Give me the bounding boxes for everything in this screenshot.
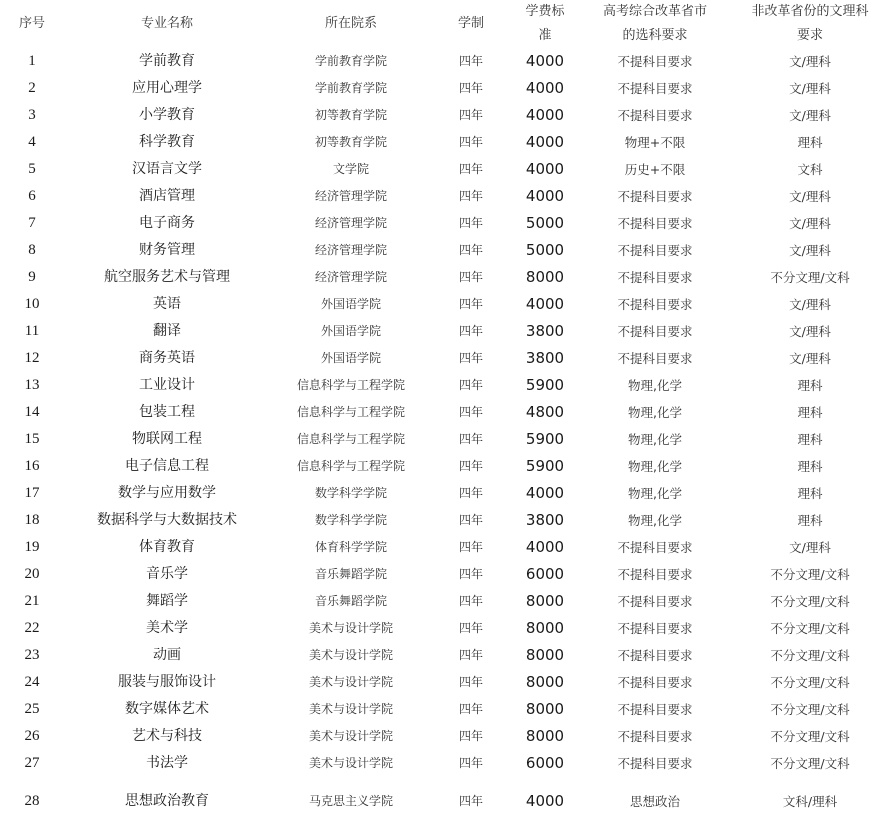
major-name: 科学教育 (139, 134, 195, 150)
tuition-fee: 4000 (525, 484, 565, 502)
major-name: 体育教育 (139, 539, 195, 555)
reform-requirement: 不提科目要求 (617, 108, 693, 123)
duration: 四年 (458, 54, 483, 68)
row-number: 5 (28, 161, 36, 177)
header-nonreform-line2: 要求 (796, 28, 823, 43)
nonreform-requirement: 不分文理/文科 (770, 621, 850, 636)
row-number: 7 (28, 215, 36, 231)
nonreform-requirement: 文/理科 (789, 54, 831, 69)
college-name: 美术与设计学院 (308, 729, 393, 743)
row-number: 13 (24, 377, 40, 393)
reform-requirement: 不提科目要求 (617, 567, 693, 582)
duration: 四年 (458, 378, 483, 392)
row-number: 4 (28, 134, 36, 150)
tuition-fee: 4800 (525, 403, 565, 421)
reform-requirement: 思想政治 (629, 794, 680, 809)
reform-requirement: 不提科目要求 (617, 621, 693, 636)
row-number: 16 (24, 458, 40, 474)
duration: 四年 (458, 486, 483, 500)
reform-requirement: 历史+不限 (624, 162, 686, 177)
nonreform-requirement: 不分文理/文科 (770, 594, 850, 609)
row-number: 26 (24, 728, 40, 744)
reform-requirement: 物理,化学 (628, 432, 682, 447)
college-name: 音乐舞蹈学院 (314, 594, 387, 608)
reform-requirement: 不提科目要求 (617, 216, 693, 231)
row-number: 18 (24, 512, 40, 528)
major-name: 电子商务 (139, 215, 195, 231)
major-name: 工业设计 (139, 377, 195, 393)
college-name: 信息科学与工程学院 (296, 378, 405, 392)
tuition-fee: 8000 (525, 700, 565, 718)
nonreform-requirement: 不分文理/文科 (770, 675, 850, 690)
duration: 四年 (458, 513, 483, 527)
tuition-fee: 4000 (525, 295, 565, 313)
reform-requirement: 物理+不限 (624, 135, 686, 150)
duration: 四年 (458, 297, 483, 311)
nonreform-requirement: 文科 (797, 162, 823, 177)
college-name: 经济管理学院 (314, 243, 387, 257)
major-name: 学前教育 (139, 53, 195, 69)
reform-requirement: 不提科目要求 (617, 756, 693, 771)
reform-requirement: 不提科目要求 (617, 243, 693, 258)
tuition-fee: 4000 (525, 538, 565, 556)
major-name: 思想政治教育 (125, 793, 209, 809)
tuition-fee: 6000 (525, 565, 565, 583)
tuition-fee: 3800 (525, 349, 565, 367)
nonreform-requirement: 理科 (797, 513, 823, 528)
nonreform-requirement: 文/理科 (789, 297, 831, 312)
row-number: 28 (24, 793, 40, 809)
duration: 四年 (458, 756, 483, 770)
college-name: 外国语学院 (320, 297, 381, 311)
duration: 四年 (458, 675, 483, 689)
college-name: 学前教育学院 (314, 81, 387, 95)
reform-requirement: 不提科目要求 (617, 594, 693, 609)
college-name: 数学科学学院 (314, 513, 387, 527)
major-name: 数字媒体艺术 (125, 701, 209, 717)
tuition-fee: 8000 (525, 727, 565, 745)
header-fee-line1: 学费标 (525, 4, 565, 19)
header-fee-line2: 准 (538, 28, 552, 43)
tuition-fee: 5000 (525, 241, 565, 259)
reform-requirement: 不提科目要求 (617, 729, 693, 744)
college-name: 马克思主义学院 (308, 794, 393, 808)
duration: 四年 (458, 189, 483, 203)
header-major: 专业名称 (140, 16, 193, 31)
reform-requirement: 不提科目要求 (617, 351, 693, 366)
major-name: 数学与应用数学 (118, 485, 216, 501)
college-name: 经济管理学院 (314, 189, 387, 203)
tuition-fee: 8000 (525, 592, 565, 610)
nonreform-requirement: 文/理科 (789, 243, 831, 258)
row-number: 2 (28, 80, 36, 96)
college-name: 美术与设计学院 (308, 621, 393, 635)
duration: 四年 (458, 81, 483, 95)
college-name: 美术与设计学院 (308, 756, 393, 770)
major-name: 包装工程 (139, 404, 195, 420)
row-number: 27 (24, 755, 40, 771)
header-reform-line2: 的选科要求 (622, 28, 688, 43)
reform-requirement: 不提科目要求 (617, 324, 693, 339)
duration: 四年 (458, 648, 483, 662)
nonreform-requirement: 理科 (797, 405, 823, 420)
duration: 四年 (458, 432, 483, 446)
college-name: 初等教育学院 (314, 135, 387, 149)
tuition-fee: 3800 (525, 322, 565, 340)
header-no: 序号 (18, 16, 45, 31)
row-number: 9 (28, 269, 36, 285)
reform-requirement: 不提科目要求 (617, 702, 693, 717)
college-name: 学前教育学院 (314, 54, 387, 68)
major-name: 小学教育 (139, 107, 195, 123)
nonreform-requirement: 文/理科 (789, 351, 831, 366)
duration: 四年 (458, 270, 483, 284)
duration: 四年 (458, 459, 483, 473)
nonreform-requirement: 不分文理/文科 (770, 648, 850, 663)
tuition-fee: 8000 (525, 268, 565, 286)
tuition-fee: 4000 (525, 106, 565, 124)
major-name: 音乐学 (146, 566, 188, 582)
duration: 四年 (458, 567, 483, 581)
major-name: 舞蹈学 (146, 593, 188, 609)
row-number: 23 (24, 647, 40, 663)
tuition-fee: 5900 (525, 457, 565, 475)
tuition-fee: 5900 (525, 376, 565, 394)
row-number: 11 (24, 323, 40, 339)
nonreform-requirement: 文/理科 (789, 189, 831, 204)
reform-requirement: 不提科目要求 (617, 297, 693, 312)
reform-requirement: 物理,化学 (628, 486, 682, 501)
tuition-fee: 4000 (525, 133, 565, 151)
nonreform-requirement: 理科 (797, 135, 823, 150)
major-name: 服装与服饰设计 (118, 674, 216, 690)
duration: 四年 (458, 162, 483, 176)
row-number: 21 (24, 593, 40, 609)
tuition-fee: 4000 (525, 792, 565, 810)
row-number: 14 (24, 404, 40, 420)
college-name: 美术与设计学院 (308, 648, 393, 662)
row-number: 24 (24, 674, 40, 690)
duration: 四年 (458, 540, 483, 554)
duration: 四年 (458, 216, 483, 230)
duration: 四年 (458, 702, 483, 716)
major-name: 书法学 (146, 755, 188, 771)
major-name: 数据科学与大数据技术 (97, 512, 237, 528)
college-name: 美术与设计学院 (308, 675, 393, 689)
college-name: 数学科学学院 (314, 486, 387, 500)
tuition-fee: 3800 (525, 511, 565, 529)
row-number: 1 (28, 53, 36, 69)
major-name: 应用心理学 (132, 80, 202, 96)
nonreform-requirement: 不分文理/文科 (770, 756, 850, 771)
nonreform-requirement: 文/理科 (789, 81, 831, 96)
nonreform-requirement: 理科 (797, 486, 823, 501)
major-name: 英语 (153, 296, 181, 312)
duration: 四年 (458, 108, 483, 122)
nonreform-requirement: 文科/理科 (782, 794, 838, 809)
header-college: 所在院系 (324, 16, 377, 31)
tuition-fee: 4000 (525, 187, 565, 205)
row-number: 8 (28, 242, 36, 258)
tuition-fee: 4000 (525, 79, 565, 97)
college-name: 信息科学与工程学院 (296, 405, 405, 419)
major-name: 财务管理 (139, 242, 195, 258)
duration: 四年 (458, 729, 483, 743)
row-number: 17 (24, 485, 40, 501)
reform-requirement: 不提科目要求 (617, 189, 693, 204)
college-name: 外国语学院 (320, 324, 381, 338)
reform-requirement: 不提科目要求 (617, 648, 693, 663)
duration: 四年 (458, 324, 483, 338)
reform-requirement: 不提科目要求 (617, 54, 693, 69)
major-name: 航空服务艺术与管理 (104, 269, 230, 285)
duration: 四年 (458, 621, 483, 635)
major-name: 商务英语 (139, 350, 195, 366)
major-name: 翻译 (153, 323, 181, 339)
tuition-fee: 4000 (525, 160, 565, 178)
college-name: 体育科学学院 (314, 540, 387, 554)
nonreform-requirement: 不分文理/文科 (770, 729, 850, 744)
college-name: 文学院 (332, 162, 369, 176)
nonreform-requirement: 文/理科 (789, 216, 831, 231)
duration: 四年 (458, 351, 483, 365)
row-number: 19 (24, 539, 40, 555)
tuition-fee: 4000 (525, 52, 565, 70)
reform-requirement: 不提科目要求 (617, 675, 693, 690)
header-duration: 学制 (457, 16, 484, 31)
major-name: 艺术与科技 (132, 728, 202, 744)
row-number: 20 (24, 566, 40, 582)
row-number: 15 (24, 431, 40, 447)
college-name: 初等教育学院 (314, 108, 387, 122)
tuition-fee: 6000 (525, 754, 565, 772)
nonreform-requirement: 文/理科 (789, 324, 831, 339)
major-name: 物联网工程 (132, 431, 202, 447)
nonreform-requirement: 理科 (797, 432, 823, 447)
major-name: 美术学 (146, 620, 188, 636)
nonreform-requirement: 不分文理/文科 (770, 567, 850, 582)
major-name: 动画 (153, 647, 181, 663)
reform-requirement: 不提科目要求 (617, 540, 693, 555)
nonreform-requirement: 理科 (797, 459, 823, 474)
duration: 四年 (458, 594, 483, 608)
nonreform-requirement: 不分文理/文科 (770, 702, 850, 717)
nonreform-requirement: 文/理科 (789, 108, 831, 123)
college-name: 经济管理学院 (314, 270, 387, 284)
reform-requirement: 物理,化学 (628, 513, 682, 528)
tuition-fee: 5000 (525, 214, 565, 232)
duration: 四年 (458, 794, 483, 808)
row-number: 12 (24, 350, 40, 366)
tuition-fee: 8000 (525, 619, 565, 637)
duration: 四年 (458, 405, 483, 419)
nonreform-requirement: 不分文理/文科 (770, 270, 850, 285)
row-number: 3 (28, 107, 36, 123)
college-name: 信息科学与工程学院 (296, 432, 405, 446)
nonreform-requirement: 文/理科 (789, 540, 831, 555)
college-name: 信息科学与工程学院 (296, 459, 405, 473)
college-name: 外国语学院 (320, 351, 381, 365)
row-number: 10 (24, 296, 40, 312)
nonreform-requirement: 理科 (797, 378, 823, 393)
reform-requirement: 物理,化学 (628, 378, 682, 393)
duration: 四年 (458, 243, 483, 257)
college-name: 美术与设计学院 (308, 702, 393, 716)
major-name: 电子信息工程 (125, 458, 209, 474)
duration: 四年 (458, 135, 483, 149)
major-name: 酒店管理 (139, 188, 195, 204)
tuition-fee: 5900 (525, 430, 565, 448)
college-name: 经济管理学院 (314, 216, 387, 230)
row-number: 6 (28, 188, 36, 204)
reform-requirement: 不提科目要求 (617, 81, 693, 96)
tuition-fee: 8000 (525, 646, 565, 664)
header-reform-line1: 高考综合改革省市 (602, 4, 707, 19)
tuition-fee: 8000 (525, 673, 565, 691)
major-name: 汉语言文学 (132, 161, 202, 177)
reform-requirement: 不提科目要求 (617, 270, 693, 285)
reform-requirement: 物理,化学 (628, 459, 682, 474)
college-name: 音乐舞蹈学院 (314, 567, 387, 581)
header-nonreform-line1: 非改革省份的文理科 (751, 4, 869, 19)
row-number: 22 (24, 620, 40, 636)
reform-requirement: 物理,化学 (628, 405, 682, 420)
row-number: 25 (24, 701, 40, 717)
